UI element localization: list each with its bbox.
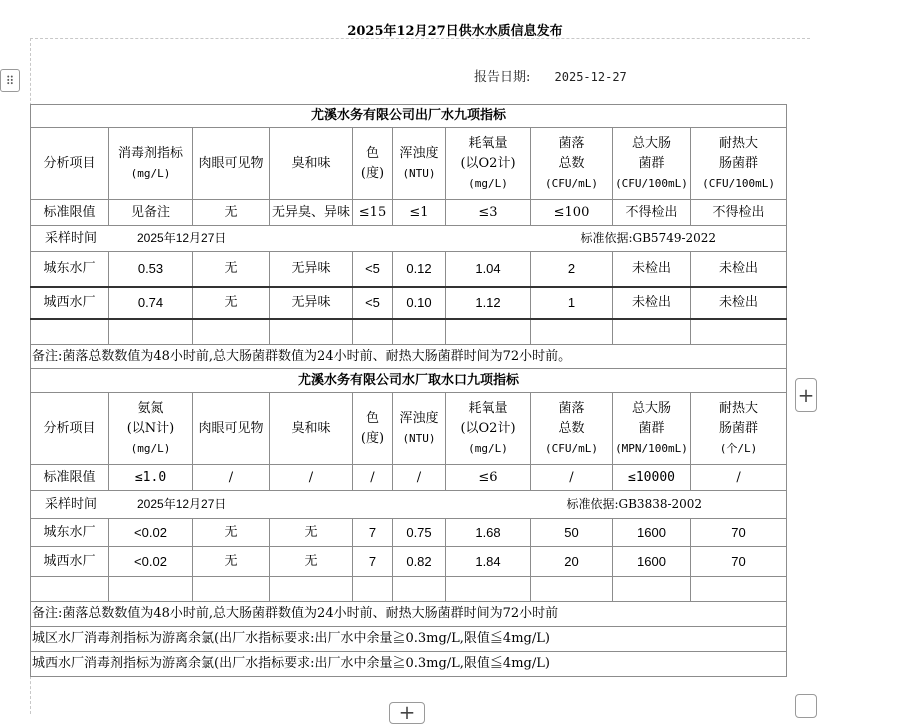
- sample-time-label: 采样时间: [44, 231, 97, 246]
- footnote-west: 城西水厂消毒剂指标为游离余氯(出厂水指标要求:出厂水中余量≧0.3mg/L,限值≦4mg/L): [31, 652, 787, 677]
- standard-basis: 标准依据:GB3838-2002: [566, 497, 703, 511]
- plant-name: 城西水厂: [31, 547, 109, 577]
- plus-icon: +: [398, 700, 416, 724]
- table2-sample-row: [31, 491, 787, 519]
- value-coliform: 1600: [613, 519, 691, 547]
- value-disinfectant: 0.53: [109, 252, 193, 287]
- value-thermo: 未检出: [691, 287, 787, 319]
- empty-cell[interactable]: [353, 577, 393, 602]
- report-date-value: 2025-12-27: [554, 70, 627, 84]
- table1-title-row: [31, 105, 787, 128]
- document-title: 2025年12月27日供水水质信息发布: [347, 24, 563, 39]
- empty-cell[interactable]: [531, 319, 613, 345]
- value-odor: 无异味: [270, 287, 353, 319]
- value-odor: 无异味: [270, 252, 353, 287]
- header-analysis-item: 分析项目: [31, 128, 109, 200]
- table1-title: 尤溪水务有限公司出厂水九项指标: [31, 105, 787, 128]
- plus-icon: +: [797, 383, 815, 407]
- add-column-button[interactable]: [795, 378, 817, 412]
- empty-cell[interactable]: [393, 319, 446, 345]
- limit-color: ≤15: [353, 200, 393, 226]
- table1-sample-cell: [31, 226, 787, 252]
- header-turbidity: 浑浊度 (NTU): [393, 128, 446, 200]
- header-colony: 菌落 总数 (CFU/mL): [531, 128, 613, 200]
- report-date-label: 报告日期:: [474, 70, 531, 85]
- value-visible: 无: [193, 252, 270, 287]
- limit-visible: 无: [193, 200, 270, 226]
- header-turbidity: 浑浊度 (NTU): [393, 393, 446, 465]
- header-coliform: 总大肠 菌群 (MPN/100mL): [613, 393, 691, 465]
- limit-turbidity: ≤1: [393, 200, 446, 226]
- plant-name: 城东水厂: [31, 252, 109, 287]
- value-ammonia: <0.02: [109, 547, 193, 577]
- empty-cell[interactable]: [446, 577, 531, 602]
- value-coliform: 未检出: [613, 287, 691, 319]
- value-visible: 无: [193, 287, 270, 319]
- value-color: <5: [353, 287, 393, 319]
- footnote-row: [31, 652, 787, 677]
- header-coliform: 总大肠 菌群 (CFU/100mL): [613, 128, 691, 200]
- value-color: 7: [353, 519, 393, 547]
- limits-label: 标准限值: [31, 465, 109, 491]
- value-thermo: 70: [691, 547, 787, 577]
- empty-cell[interactable]: [31, 577, 109, 602]
- header-color: 色 (度): [353, 128, 393, 200]
- water-quality-table: [30, 104, 787, 677]
- empty-row: [31, 577, 787, 602]
- limit-ammonia: ≤1.0: [109, 465, 193, 491]
- value-colony: 1: [531, 287, 613, 319]
- empty-cell[interactable]: [109, 319, 193, 345]
- table1-sample-row: [31, 226, 787, 252]
- empty-cell[interactable]: [531, 577, 613, 602]
- table1-note-row: [31, 345, 787, 369]
- limit-thermo: /: [691, 465, 787, 491]
- table2-limits-row: [31, 465, 787, 491]
- add-row-button[interactable]: [389, 702, 425, 724]
- drag-handle-icon: ⠿: [5, 73, 15, 88]
- table2-sample-cell: [31, 491, 787, 519]
- value-oxygen: 1.68: [446, 519, 531, 547]
- value-oxygen: 1.84: [446, 547, 531, 577]
- value-thermo: 未检出: [691, 252, 787, 287]
- header-thermo: 耐热大 肠菌群 (CFU/100mL): [691, 128, 787, 200]
- limit-thermo: 不得检出: [691, 200, 787, 226]
- add-column-button-lower[interactable]: [795, 694, 817, 718]
- value-odor: 无: [270, 547, 353, 577]
- plant-name: 城西水厂: [31, 287, 109, 319]
- limit-odor: /: [270, 465, 353, 491]
- table1-limits-row: [31, 200, 787, 226]
- table2-note: 备注:菌落总数数值为48小时前,总大肠菌群数值为24小时前、耐热大肠菌群时间为72小时前: [31, 602, 787, 627]
- value-turbidity: 0.12: [393, 252, 446, 287]
- header-color: 色 (度): [353, 393, 393, 465]
- header-odor: 臭和味: [270, 393, 353, 465]
- value-coliform: 未检出: [613, 252, 691, 287]
- limit-colony: /: [531, 465, 613, 491]
- value-turbidity: 0.75: [393, 519, 446, 547]
- table-row: [31, 287, 787, 319]
- standard-basis: 标准依据:GB5749-2022: [580, 231, 717, 245]
- header-odor: 臭和味: [270, 128, 353, 200]
- value-colony: 20: [531, 547, 613, 577]
- table2-note-row: [31, 602, 787, 627]
- header-visible: 肉眼可见物: [193, 393, 270, 465]
- value-visible: 无: [193, 519, 270, 547]
- empty-cell[interactable]: [393, 577, 446, 602]
- table-row: [31, 547, 787, 577]
- plant-name: 城东水厂: [31, 519, 109, 547]
- limit-turbidity: /: [393, 465, 446, 491]
- empty-cell[interactable]: [446, 319, 531, 345]
- empty-cell[interactable]: [109, 577, 193, 602]
- value-colony: 50: [531, 519, 613, 547]
- report-date: [474, 66, 627, 85]
- value-oxygen: 1.04: [446, 252, 531, 287]
- header-visible: 肉眼可见物: [193, 128, 270, 200]
- empty-cell[interactable]: [270, 319, 353, 345]
- limit-oxygen: ≤6: [446, 465, 531, 491]
- table1-note: 备注:菌落总数数值为48小时前,总大肠菌群数值为24小时前、耐热大肠菌群时间为72小时前。: [31, 345, 787, 369]
- value-turbidity: 0.82: [393, 547, 446, 577]
- limit-colony: ≤100: [531, 200, 613, 226]
- empty-cell[interactable]: [31, 319, 109, 345]
- header-oxygen: 耗氧量 (以O2计) (mg/L): [446, 128, 531, 200]
- empty-cell[interactable]: [193, 319, 270, 345]
- header-analysis-item: 分析项目: [31, 393, 109, 465]
- footnote-row: [31, 627, 787, 652]
- table1-header-row: [31, 128, 787, 200]
- value-disinfectant: 0.74: [109, 287, 193, 319]
- empty-cell[interactable]: [193, 577, 270, 602]
- value-colony: 2: [531, 252, 613, 287]
- header-oxygen: 耗氧量 (以O2计) (mg/L): [446, 393, 531, 465]
- limit-odor: 无异臭、异味: [270, 200, 353, 226]
- table2-title: 尤溪水务有限公司水厂取水口九项指标: [31, 369, 787, 393]
- value-ammonia: <0.02: [109, 519, 193, 547]
- limit-coliform: 不得检出: [613, 200, 691, 226]
- empty-cell[interactable]: [691, 577, 787, 602]
- footnote-city: 城区水厂消毒剂指标为游离余氯(出厂水指标要求:出厂水中余量≧0.3mg/L,限值≦4mg/L): [31, 627, 787, 652]
- empty-row: [31, 319, 787, 345]
- value-coliform: 1600: [613, 547, 691, 577]
- value-color: 7: [353, 547, 393, 577]
- limits-label: 标准限值: [31, 200, 109, 226]
- table-row: [31, 519, 787, 547]
- header-disinfectant: 消毒剂指标 (mg/L): [109, 128, 193, 200]
- sample-date: 2025年12月27日: [137, 231, 227, 245]
- sample-date: 2025年12月27日: [137, 497, 227, 511]
- header-thermo: 耐热大 肠菌群 (个/L): [691, 393, 787, 465]
- value-color: <5: [353, 252, 393, 287]
- sample-time-label: 采样时间: [44, 497, 97, 512]
- limit-coliform: ≤10000: [613, 465, 691, 491]
- empty-cell[interactable]: [691, 319, 787, 345]
- limit-visible: /: [193, 465, 270, 491]
- limit-oxygen: ≤3: [446, 200, 531, 226]
- table-drag-handle[interactable]: [0, 69, 20, 92]
- limit-color: /: [353, 465, 393, 491]
- value-visible: 无: [193, 547, 270, 577]
- empty-cell[interactable]: [613, 577, 691, 602]
- table2-title-row: [31, 369, 787, 393]
- table-row: [31, 252, 787, 287]
- empty-cell[interactable]: [613, 319, 691, 345]
- value-odor: 无: [270, 519, 353, 547]
- header-ammonia: 氨氮 (以N计) (mg/L): [109, 393, 193, 465]
- value-turbidity: 0.10: [393, 287, 446, 319]
- header-colony: 菌落 总数 (CFU/mL): [531, 393, 613, 465]
- limit-disinfectant: 见备注: [109, 200, 193, 226]
- empty-cell[interactable]: [270, 577, 353, 602]
- table2-header-row: [31, 393, 787, 465]
- value-oxygen: 1.12: [446, 287, 531, 319]
- value-thermo: 70: [691, 519, 787, 547]
- empty-cell[interactable]: [353, 319, 393, 345]
